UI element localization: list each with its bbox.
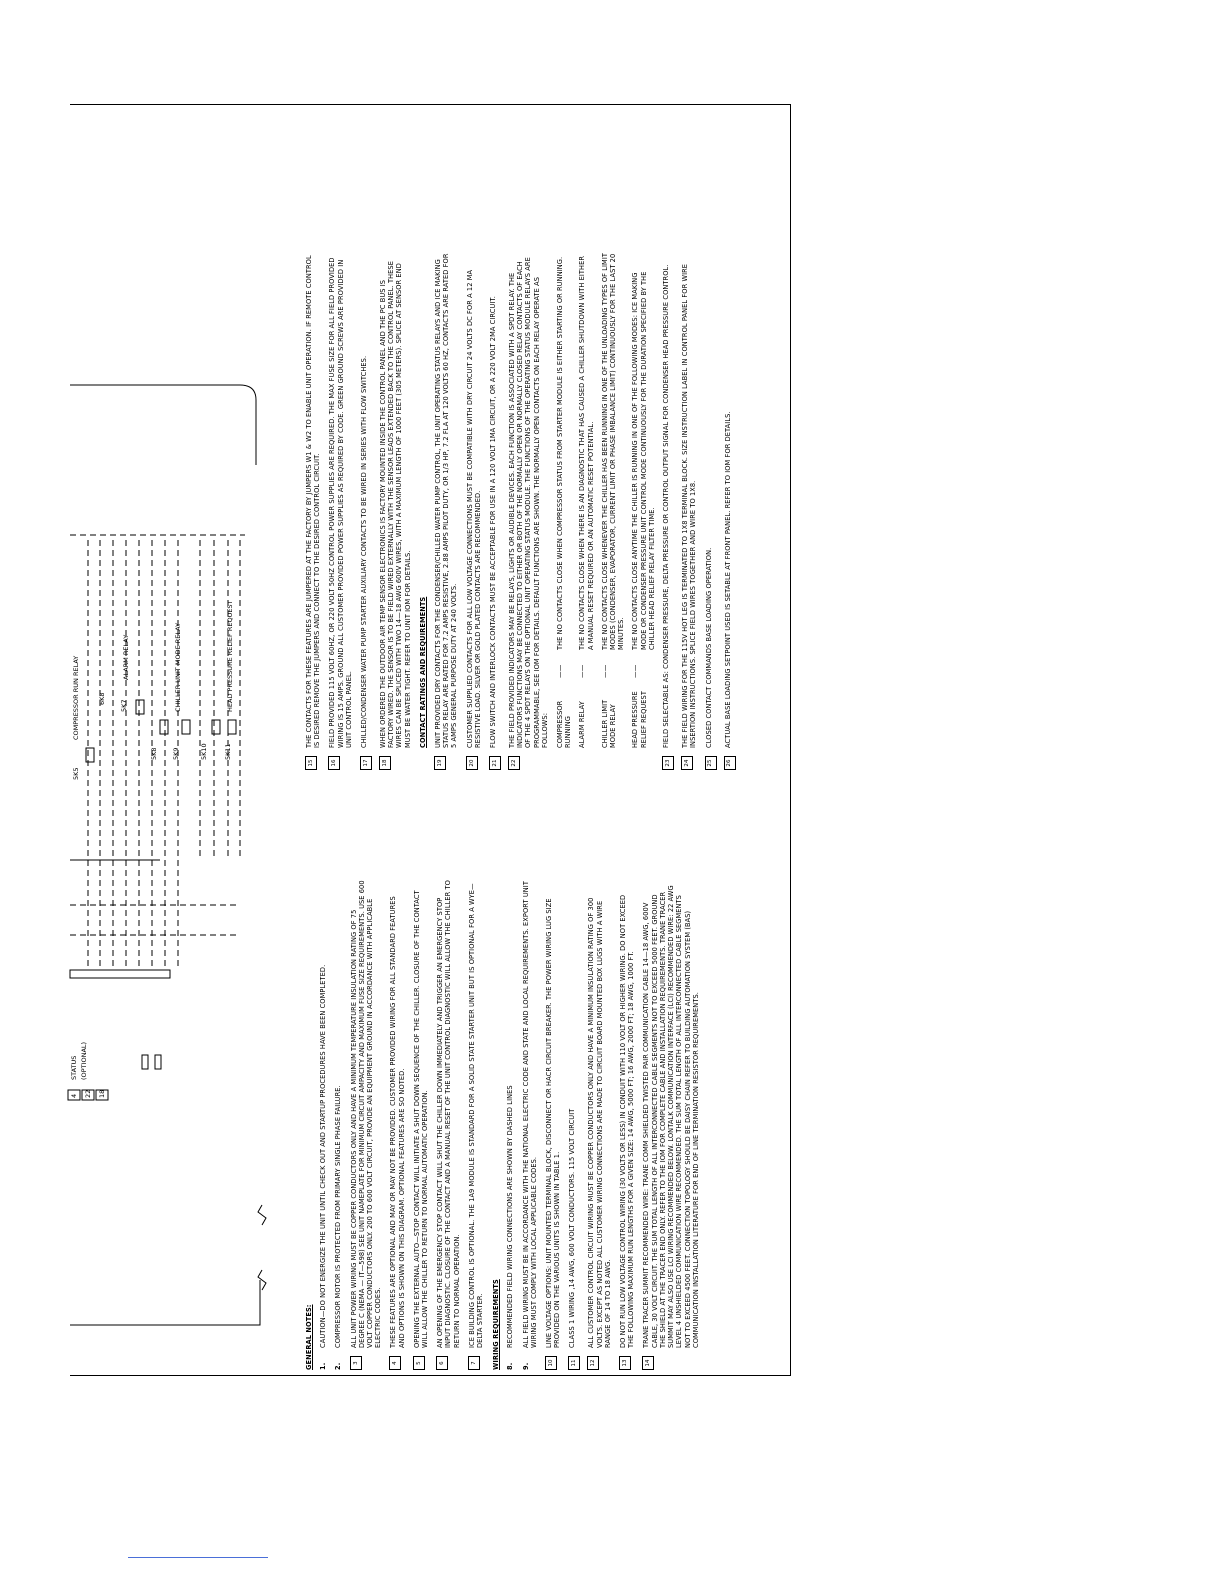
note-number: 20 [466,756,478,770]
note-text: RECOMMENDED FIELD WIRING CONNECTIONS ARE SHOWN BY DASHED LINES [506,1085,515,1348]
note-text: LINE VOLTAGE OPTIONS: UNIT MOUNTED TERMINAL BLOCK, DISCONNECT OR HACR CIRCUIT BREAKER. THE POWER WIRING LUG SIZE PROVIDED ON THE VARIOUS UNITS IS SHOWN IN TABLE 1. [545,898,562,1348]
relay-function-row [556,250,572,748]
note-item [434,250,459,770]
note-number: 17 [360,756,372,770]
relay-function-name: COMPRESSOR RUNNING [556,700,573,748]
ref-22: 22 [84,1089,92,1098]
note-number: 11 [568,1356,580,1370]
note-number: 16 [328,756,340,770]
relay-function-row [631,250,656,748]
note-text: FIELD SELECTABLE AS: CONDENSER PRESSURE, DELTA PRESSURE OR CONTROL OUTPUT SIGNAL FOR CONDENSER HEAD PRESSURE CONTROL. [662,264,671,748]
note-item [506,880,514,1370]
note-number: 1. [319,1362,328,1370]
note-item [568,880,580,1370]
note-text: CLOSED CONTACT COMMANDS BASE LOADING OPERATION. [704,547,713,748]
note-number: 26 [724,756,736,770]
relay-id-5k9: 5K9 [172,747,180,760]
note-number: 3 [350,1356,362,1370]
note-number: 21 [489,756,501,770]
note-item [350,880,383,1370]
note-number: 14 [642,1356,654,1370]
note-item [662,250,674,770]
note-item [705,250,717,770]
note-text: OPENING THE EXTERNAL AUTO—STOP CONTACT WILL INITIATE A SHUT DOWN SEQUENCE OF THE CHILLER. CLOSURE OF THE CONTACT WILL ALLOW THE CHILLER TO RETURN TO NORMAL AUTOMATIC OPERATION. [412,890,430,1348]
note-text: CUSTOMER SUPPLIED CONTACTS FOR ALL LOW VOLTAGE CONNECTIONS MUST BE COMPATIBLE WITH DRY CIRCUIT 24 VOLTS DC FOR A 12 MA RESISTIVE LOAD. SILVER OR GOLD PLATED CONTACTS ARE RECOMMENDED. [465,269,482,748]
relay-coil-5k5 [86,748,94,762]
note-item [522,880,538,1370]
relay-label-5k5: COMPRESSOR RUN RELAY [72,655,80,740]
note-text: UNIT PROVIDED DRY CONTACTS FOR THE CONDENSER/CHILLED WATER PUMP CONTROL, THE UNIT OPERATING STATUS RELAYS AND ICE MAKING STATUS RELAY ARE RATED FOR 7.2 AMPS RESISTIVE, 2.88 AMPS PILOT DUTY, OR 1/3 HP, 7.2 FLA AT 120 VOLTS 60 HZ, CONTACTS ARE RATED FOR 5 AMPS GENERAL PURPOSE DUTY AT 240 VOLTS. [434,253,459,748]
note-item [724,250,736,770]
note-text: WHEN ORDERED THE OUTDOOR AIR TEMP SENSOR ELECTRONICS IS FACTORY MOUNTED INSIDE THE CONTROL PANEL AND THE PC BUS IS FACTORY WIRED. THE SENSOR IS TO BE FIELD WIRED EXTERNALLY WITH THE SENSOR LEADS EXTENDED BACK TO THE CONTROL PANEL. THESE WIRES CAN BE SPLICED WITH TWO 14—18 AWG 600V WIRES, WITH A MAXIMUM LENGTH OF 1000 FEET (305 METERS). SPLICE AT SENSOR END MUST BE WATER TIGHT. REFER TO UNIT IOM FOR DETAILS. [379,261,412,748]
status-sublabel: (OPTIONAL) [80,1041,88,1080]
note-text: ALL FIELD WIRING MUST BE IN ACCORDANCE WITH THE NATIONAL ELECTRIC CODE AND STATE AND LOCAL REQUIREMENTS. EXPORT UNIT WIRING MUST COMPLY WITH LOCAL APPLICABLE CODES. [521,881,538,1348]
note-number: 23 [662,756,674,770]
relay-coil-5k10 [212,720,220,734]
note-number: 5 [413,1356,425,1370]
note-item [489,250,501,770]
relay-coil-5k7 [136,700,144,714]
relay-dash: —— [556,664,565,678]
relay-function-desc: THE NO CONTACTS CLOSE WHENEVER THE CHILLER HAS BEEN RUNNING IN ONE OF THE UNLOADING TYPES OF LIMIT MODES (CONDENSER, EVAPORATOR, CURRENT LIMIT OR PHASE IMBALANCE LIMIT) CONTINUOUSLY FOR THE LAST 20 MINUTES. [600,253,626,650]
note-number: 4 [389,1356,401,1370]
note-number: 12 [587,1356,599,1370]
note-item [379,250,412,770]
note-item [468,880,484,1370]
note-item [389,880,405,1370]
general-notes-list [319,880,484,1370]
relay-id-5k7: 5K7 [120,699,128,712]
relay-label-5k9: CHILLER UNIT MODE RELAY [174,622,182,712]
note-item [587,880,612,1370]
note-item [508,250,549,770]
note-number: 15 [305,756,317,770]
note-text: THE FIELD WIRING FOR THE 115V HOT LEG IS TERMINATED TO 1X8 TERMINAL BLOCK. SIZE INSTRUCTION LABEL IN CONTROL PANEL FOR WIRE INSERTION INSTRUCTIONS. SPLICE FIELD WIRES TOGETHER AND WIRE TO 1X8. [681,263,698,748]
note-number: 9. [521,1362,530,1370]
relay-id-5k8: 5K8 [150,747,158,760]
note-item [328,250,353,770]
relay-function-name: CHILLER LIMIT MODE RELAY [600,699,618,748]
note-number: 6 [436,1356,448,1370]
note-number: 25 [705,756,717,770]
page-link-underline[interactable] [128,1557,268,1558]
relay-id-5k10: 5K10 [200,743,208,760]
note-text: COMPRESSOR MOTOR IS PROTECTED FROM PRIMARY SINGLE PHASE FAILURE. [334,1085,343,1348]
notes-right-column [305,250,743,770]
note-item [413,880,429,1370]
status-label: STATUS [70,1055,78,1080]
note-item [319,880,327,1370]
note-number [419,748,427,770]
note-text: CAUTION—DO NOT ENERGIZE THE UNIT UNTIL CHECK OUT AND STARTUP PROCEDURES HAVE BEEN COMPLETED. [319,964,328,1348]
note-text: AN OPENING OF THE EMERGENCY STOP CONTACT WILL SHUT THE CHILLER DOWN IMMEDIATELY AND TRIGGER AN EMERGENCY STOP INPUT DIAGNOSTIC. CLOSURE OF THE CONTACT AND A MANUAL RESET OF THE UNIT CONTROL DIAGNOSTIC WILL ALLOW THE CHILLER TO RETURN TO NORMAL OPERATION. [436,880,461,1348]
relay-coil-5k8 [160,720,168,734]
note-item [334,880,342,1370]
note-item [436,880,461,1370]
note-item [545,880,561,1370]
note-number: 7 [468,1356,480,1370]
relay-function-table [556,250,656,770]
relay-function-desc: THE NO CONTACTS CLOSE ANYTIME THE CHILLER IS RUNNING IN ONE OF THE FOLLOWING MODES: ICE MAKING MODE OR CONDENSER PRESSURE UNIT CONTROL MODE CONTINUOUSLY FOR THE DURATION SPECIFIED BY THE CHILLER HEAD RELIEF RELAY FILTER TIME. [631,271,656,650]
ref-18: 18 [98,1089,106,1098]
wiring-notes-list [506,880,699,1370]
note-item [305,250,321,770]
note-item [619,880,635,1370]
note-item [681,250,697,770]
note-number: 24 [681,756,693,770]
note-text: THESE FEATURES ARE OPTIONAL AND MAY OR MAY NOT BE PROVIDED. CUSTOMER PROVIDED WIRING FOR ALL STANDARD FEATURES AND OPTIONS IS SHOWN ON THIS DIAGRAM. OPTIONAL FEATURES ARE SO NOTED. [389,896,406,1348]
note-number: 13 [619,1356,631,1370]
relay-coil-5k9 [182,720,190,734]
relay-function-name: HEAD PRESSURE RELIEF REQUEST [631,691,648,748]
right-notes-list-2 [662,250,735,770]
note-text: TRANE TRACER SUMMIT RECOMMENDED WIRE: TRANE COMM SHIELDED TWISTED PAIR COMMUNICATION CABLE 14—18 AWG, 600V CABLE, 30 VOLT CIRCUIT. THE SUM TOTAL LENGTH OF ALL INTERCONNECTED CABLE SEGMENTS NOT TO EXCEED 5000 FEET. GROUND THE SHIELD AT THE TRACER END ONLY. REFER TO THE IOM FOR COMPLETE CABLE AND INSTALLATION REQUIREMENTS. TRANE TRACER SUMMIT MAY ALSO USE LCI WIRING RECOMMENDED BELOW. LONTALK COMMUNICATION INTERFACE (LCI) RECOMMENDED WIRE: 22 AWG LEVEL 4 UNSHIELDED COMMUNICATION WIRE RECOMMENDED. THE SUM TOTAL LENGTH OF ALL INTERCONNECTED CABLE SEGMENTS NOT TO EXCEED 4500 FEET. CONNECTION TOPOLOGY SHOULD BE DAISY CHAIN REFER TO BUILDING AUTOMATION SYSTEM (BAS) COMMUNICATION INSTALLATION LITERATURE FOR END OF LINE TERMINATION RESISTOR REQUIREMENTS. [642,885,700,1348]
note-number: 18 [379,756,391,770]
note-text: DO NOT RUN LOW VOLTAGE CONTROL WIRING (30 VOLTS OR LESS) IN CONDUIT WITH 110 VOLT OR HIGHER WIRING. DO NOT EXCEED THE FOLLOWING MAXIMUM RUN LENGTHS FOR A GIVEN SIZE: 14 AWG, 5000 FT; 16 AWG, 2000 FT; 18 AWG, 1000 FT. [619,894,636,1348]
relay-coil-5k11 [228,720,236,734]
note-number: 10 [545,1356,557,1370]
note-number: 2. [334,1362,343,1370]
note-text: THE FIELD PROVIDED INDICATORS MAY BE RELAYS, LIGHTS OR AUDIBLE DEVICES. EACH FUNCTION IS ASSOCIATED WITH A SPDT RELAY. THE INDICATORS FUNCTIONS MAY BE CONNECTED TO EITHER OR BOTH OF THE NORMALLY OPEN OR NORMALLY CLOSED RELAY CONTACTS OF EACH OF THE 4 SPDT RELAYS ON THE OPTIONAL UNIT OPERATING STATUS MODULE. THE FUNCTIONS OF THE OPERATING STATUS MODULE RELAYS ARE PROGRAMMABLE, SEE IOM FOR DETAILS. DEFAULT FUNCTIONS ARE SHOWN. THE NORMALLY OPEN CONTACTS ON EACH RELAY OPERATE AS FOLLOWS: [508,257,549,748]
note-text: ICE BUILDING CONTROL IS OPTIONAL. THE 1A9 MODULE IS STANDARD FOR A SOLID STATE STARTER UNIT BUT IS OPTIONAL FOR A WYE—DELTA STARTER. [467,883,485,1348]
relay-function-row [601,250,626,748]
note-text: FIELD PROVIDED 115 VOLT 60HZ, OR 220 VOLT 50HZ CONTROL POWER SUPPLIES ARE REQUIRED. THE MAX FUSE SIZE FOR ALL FIELD PROVIDED WIRING IS 15 AMPS. GROUND ALL CUSTOMER PROVIDED POWER SUPPLIES AS REQUIRED BY CODE. GREEN GROUND SCREWS ARE PROVIDED IN UNIT CONTROL PANEL. [328,257,353,748]
note-item [360,250,372,770]
relay-id-5k5: 5K5 [72,767,80,780]
relay-dash: —— [631,664,640,678]
note-text: ACTUAL BASE LOADING SETPOINT USED IS SETABLE AT FRONT PANEL. REFER TO IOM FOR DETAILS. [723,411,732,748]
relay-label-5k11: HEAD PRESSURE RELIEF REQUEST [226,600,234,712]
notes-block [305,150,785,1370]
note-number: 22 [508,756,520,770]
right-notes-list [305,250,549,770]
note-text: CONTACT RATINGS AND REQUIREMENTS [418,596,427,748]
note-text: ALL UNIT POWER WIRING MUST BE COPPER CONDUCTORS ONLY AND HAVE A MINIMUM TEMPERATURE INSULATION RATING OF 75 DEGREE C (NEMA — IT—598) SEE UNIT NAMEPLATE FOR MINIMUM CIRCUIT AMPACITY AND MAXIMUM FUSE SIZE REQUIREMENTS. USE 600 VOLT COPPER CONDUCTORS ONLY. 200 TO 600 VOLT CIRCUIT, PROVIDE AN EQUIPMENT GROUND IN ACCORDANCE WITH APPLICABLE ELECTRIC CODES. [349,880,383,1348]
relay-id-6k8: 6K8 [98,692,106,705]
note-text: FLOW SWITCH AND INTERLOCK CONTACTS MUST BE ACCEPTABLE FOR USE IN A 120 VOLT 1MA CIRCUIT, OR A 220 VOLT 2MA CIRCUIT. [489,296,498,748]
general-notes-heading: GENERAL NOTES: [305,1304,313,1370]
notes-left-column [305,880,707,1370]
relay-function-desc: THE NO CONTACTS CLOSE WHEN COMPRESSOR STATUS FROM STARTER MODULE IS EITHER STARTING OR RUNNING. [556,256,565,650]
note-item [419,250,427,770]
note-number: 19 [434,756,446,770]
terminal-strip [70,970,170,978]
cable-bracket [70,385,256,465]
relay-dash: —— [600,664,609,678]
relay-dash: —— [578,664,587,678]
wiring-requirements-heading: WIRING REQUIREMENTS [492,1279,501,1370]
note-item [466,250,482,770]
note-number: 8. [506,1362,515,1370]
ref-4: 4 [70,1093,78,1098]
note-text: THE CONTACTS FOR THESE FEATURES ARE JUMPERED AT THE FACTORY BY JUMPERS W1 & W2 TO ENABLE UNIT OPERATION. IF REMOTE CONTROL IS DESIRED REMOVE THE JUMPERS AND CONNECT TO THE DESIRED CONTROL CIRCUIT. [305,255,322,748]
note-text: CHILLED/CONDENSER WATER PUMP STARTER AUXILIARY CONTACTS TO BE WIRED IN SERIES WITH FLOW SWITCHES. [360,355,369,748]
relay-id-5k11: 5K11 [224,743,232,760]
relay-function-row [578,250,594,748]
note-text: CLASS 1 WIRING ,14 AWG, 600 VOLT CONDUCTORS. 115 VOLT CIRCUIT [568,1108,577,1348]
relay-function-desc: THE NO CONTACTS CLOSE WHEN THERE IS AN DIAGNOSTIC THAT HAS CAUSED A CHILLER SHUTDOWN WITH EITHER A MANUAL RESET REQUIRED OR AN AUTOMATIC RESET POTENTIAL. [578,255,595,650]
relay-function-name: ALARM RELAY [578,701,587,748]
note-item [642,880,699,1370]
relay-label-5k7: ALARM RELAY [122,634,130,680]
note-text: ALL CUSTOMER CONTROL CIRCUIT WIRING MUST BE COPPER CONDUCTORS ONLY AND HAVE A MINIMUM INSULATION RATING OF 300 VOLTS. EXCEPT AS NOTED ALL CUSTOMER WIRING CONNECTIONS ARE MADE TO CIRCUIT BOARD MOUNTED BOX LUGS WITH A WIRE RANGE OF 14 TO 18 AWG. [587,897,612,1348]
